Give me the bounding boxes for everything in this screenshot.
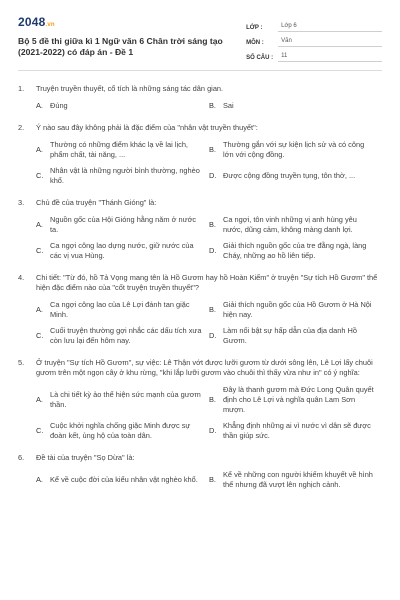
answer-option-b[interactable]: [209, 101, 382, 111]
answer-option-a[interactable]: [36, 101, 209, 111]
site-logo[interactable]: [18, 14, 246, 30]
answer-options: [18, 385, 382, 441]
option-letter: B.: [209, 219, 216, 229]
option-letter: B.: [209, 304, 216, 314]
option-text: Ca ngợi công lao của Lê Lợi đánh tan giặc Minh.: [50, 299, 190, 319]
question-text: Ở truyện "Sự tích Hồ Gươm", sự việc: Lê Thận vớt được lưỡi gươm từ dưới sông lên, Lê Lợi lấy chuôi gươm trên một ngọn cây ở khu rừng, "khi lắp lưỡi gươm vào chuôi thì thấy vừa như in" có ý nghĩa:: [36, 357, 373, 377]
option-text: Làm nổi bật sự hấp dẫn của địa danh Hồ Gươm.: [223, 325, 357, 345]
question-text: Truyện truyền thuyết, cổ tích là những sáng tác dân gian.: [36, 84, 224, 93]
option-text: Đúng: [50, 100, 68, 110]
option-text: Kể về những con người khiếm khuyết về hình thể nhưng đã vượt lên nghịch cảnh.: [223, 469, 373, 489]
answer-option-a[interactable]: [36, 470, 209, 490]
question-text: Chủ đề của truyện "Thánh Gióng" là:: [36, 197, 157, 207]
question-stem: [18, 358, 382, 378]
option-letter: A.: [36, 219, 43, 229]
option-letter: B.: [209, 100, 216, 110]
answer-option-d[interactable]: [209, 326, 382, 346]
option-letter: A.: [36, 394, 43, 404]
option-letter: B.: [209, 394, 216, 404]
option-letter: A.: [36, 144, 43, 154]
question-stem: [18, 198, 382, 208]
option-text: Ca ngợi công lao dựng nước, giữ nước của các vị vua Hùng.: [50, 240, 194, 260]
header-left: [18, 14, 246, 62]
option-letter: A.: [36, 474, 43, 484]
answer-options: [18, 470, 382, 490]
document-header: [18, 14, 382, 71]
question-number: 4.: [18, 272, 25, 282]
question-5: [18, 358, 382, 441]
answer-options: [18, 215, 382, 261]
answer-option-d[interactable]: [209, 241, 382, 261]
question-number: 1.: [18, 84, 25, 93]
option-letter: A.: [36, 304, 43, 314]
meta-value: Văn: [278, 37, 382, 47]
logo-suffix-text: .vn: [45, 22, 55, 28]
header-meta: [246, 14, 382, 62]
option-text: Cuộc khởi nghĩa chống giặc Minh được sự đoàn kết, ủng hộ của toàn dân.: [50, 420, 191, 440]
option-letter: D.: [209, 245, 217, 255]
question-6: [18, 453, 382, 490]
answer-option-c[interactable]: [36, 166, 209, 186]
answer-option-b[interactable]: [209, 470, 382, 490]
question-3: [18, 198, 382, 261]
question-1: [18, 84, 382, 111]
question-text: Chi tiết: "Từ đó, hồ Tả Vọng mang tên là Hồ Gươm hay hồ Hoàn Kiếm" ở truyện "Sự tích Hồ Gươm" thể hiện đặc điểm nào của "cốt truyện truyền thuyết"?: [36, 272, 378, 292]
option-letter: C.: [36, 425, 44, 435]
option-text: Giải thích nguồn gốc của tre đằng ngà, làng Cháy, những ao hồ liên tiếp.: [223, 240, 367, 260]
answer-option-a[interactable]: [36, 140, 209, 160]
option-text: Đây là thanh gươm mà Đức Long Quân quyết định cho Lê Lợi và nghĩa quân Lam Sơn mượn.: [223, 384, 374, 414]
meta-row-subject: [246, 32, 382, 47]
answer-options: [18, 140, 382, 186]
question-text: Ý nào sau đây không phải là đặc điểm của "nhân vật truyền thuyết":: [36, 122, 258, 132]
question-stem: [18, 273, 382, 293]
question-text: Đề tài của truyện "Sọ Dừa" là:: [36, 452, 135, 462]
option-letter: D.: [209, 425, 217, 435]
question-4: [18, 273, 382, 346]
question-stem: [18, 453, 382, 463]
meta-label: SỐ CÂU :: [246, 54, 274, 61]
answer-option-d[interactable]: [209, 166, 382, 186]
answer-option-b[interactable]: [209, 385, 382, 415]
meta-row-question-count: [246, 47, 382, 62]
option-text: Giải thích nguồn gốc của Hồ Gươm ở Hà Nội hiện nay.: [223, 299, 372, 319]
option-letter: B.: [209, 474, 216, 484]
option-letter: B.: [209, 144, 216, 154]
answer-options: [18, 101, 382, 111]
answer-options: [18, 300, 382, 346]
document-title: Bộ 5 đề thi giữa kì 1 Ngữ văn 6 Chân trời sáng tạo (2021-2022) có đáp án - Đề 1: [18, 36, 223, 58]
option-text: Được cộng đồng truyền tụng, tôn thờ, ...: [223, 170, 356, 180]
option-letter: C.: [36, 170, 44, 180]
option-letter: D.: [209, 330, 217, 340]
answer-option-a[interactable]: [36, 385, 209, 415]
option-letter: C.: [36, 330, 44, 340]
logo-main-text: 2048: [18, 15, 46, 29]
option-text: Cuối truyện thường gợi nhắc các dấu tích xưa còn lưu lại đến hôm nay.: [50, 325, 202, 345]
meta-row-class: [246, 17, 382, 32]
option-text: Ca ngợi, tôn vinh những vị anh hùng yêu nước, dũng cảm, không màng danh lợi.: [223, 214, 357, 234]
question-2: [18, 123, 382, 186]
option-text: Khẳng định những ai vì nước vì dân sẽ được thần giúp sức.: [223, 420, 371, 440]
question-stem: [18, 123, 382, 133]
answer-option-b[interactable]: [209, 140, 382, 160]
option-text: Nhân vật là những người bình thường, nghèo khổ.: [50, 165, 200, 185]
question-number: 5.: [18, 357, 25, 367]
option-text: Nguồn gốc của Hội Gióng hằng năm ở nước ta.: [50, 214, 197, 234]
answer-option-c[interactable]: [36, 326, 209, 346]
meta-label: LỚP :: [246, 24, 263, 31]
answer-option-b[interactable]: [209, 215, 382, 235]
answer-option-c[interactable]: [36, 241, 209, 261]
option-letter: D.: [209, 170, 217, 180]
answer-option-c[interactable]: [36, 421, 209, 441]
option-text: Sai: [223, 100, 234, 110]
option-letter: C.: [36, 245, 44, 255]
answer-option-b[interactable]: [209, 300, 382, 320]
meta-value: 11: [278, 52, 382, 62]
question-number: 2.: [18, 122, 25, 132]
meta-label: MÔN :: [246, 39, 264, 46]
option-text: Kể về cuộc đời của kiểu nhân vật nghèo khổ.: [50, 474, 198, 484]
meta-value: Lớp 6: [278, 22, 382, 32]
answer-option-a[interactable]: [36, 215, 209, 235]
question-stem: [18, 84, 382, 94]
question-list: [18, 84, 382, 490]
option-text: Là chi tiết kỳ ảo thể hiện sức mạnh của gươm thần.: [50, 389, 201, 409]
option-text: Thường có những điểm khác lạ về lai lịch, phẩm chất, tài năng, ...: [50, 139, 188, 159]
option-text: Thường gắn với sự kiện lịch sử và có công lớn với cộng đồng.: [223, 139, 365, 159]
answer-option-a[interactable]: [36, 300, 209, 320]
answer-option-d[interactable]: [209, 421, 382, 441]
question-number: 3.: [18, 197, 25, 207]
option-letter: A.: [36, 100, 43, 110]
question-number: 6.: [18, 452, 25, 462]
